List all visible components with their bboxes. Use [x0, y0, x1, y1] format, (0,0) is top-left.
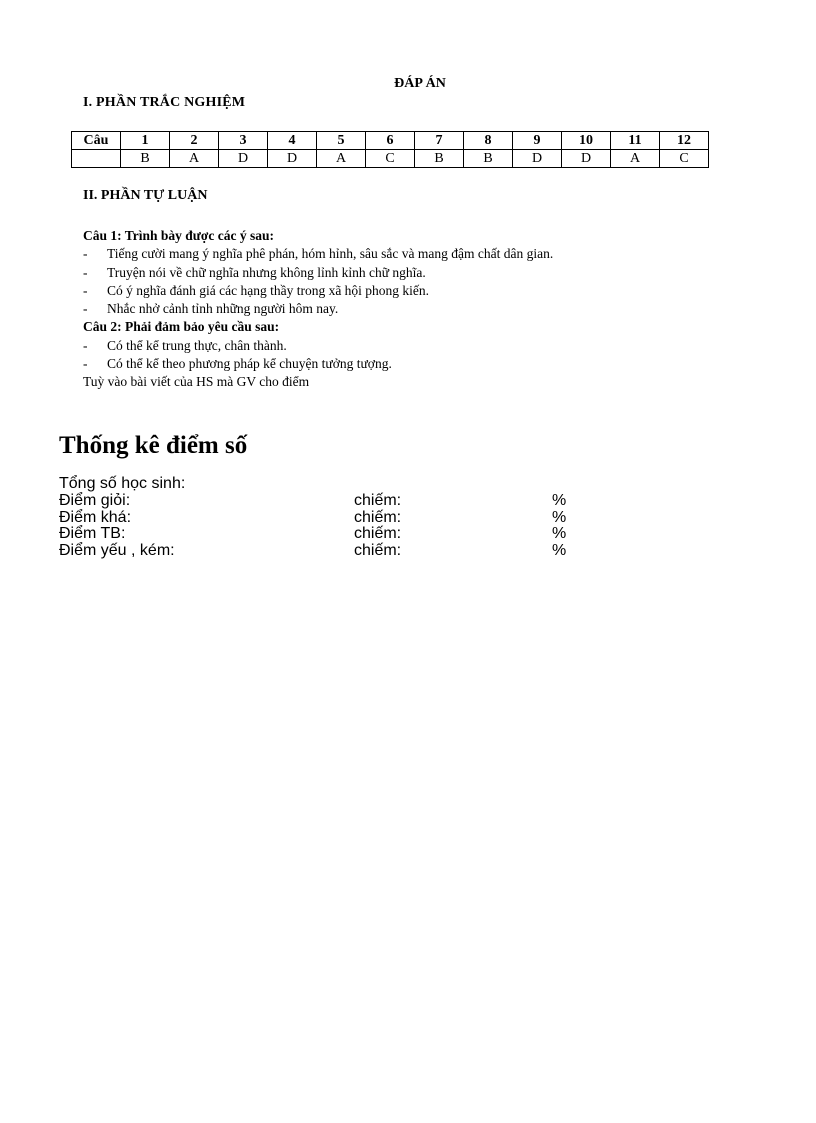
- stats-row: [59, 510, 659, 527]
- stats-block: [59, 476, 659, 560]
- empty-cell: [72, 150, 121, 168]
- stats-row-percent: %: [552, 542, 567, 560]
- list-item-text: Có thể kể theo phương pháp kể chuyện tưởng tượng.: [107, 356, 392, 372]
- stats-title: Thống kê điểm số: [59, 432, 248, 459]
- stats-row-label: Điểm giỏi:: [59, 491, 131, 509]
- total-students-label: Tổng số học sinh:: [59, 475, 186, 492]
- answer-cell: B: [415, 150, 464, 168]
- bullet-dash: -: [83, 337, 88, 353]
- list-item: [83, 355, 743, 373]
- answer-cell: C: [366, 150, 415, 168]
- list-item-text: Truyện nói về chữ nghĩa nhưng không lỉnh kỉnh chữ nghĩa.: [107, 264, 426, 280]
- section-essay-title: II. PHẦN TỰ LUẬN: [83, 188, 208, 203]
- question-number-cell: 3: [219, 132, 268, 150]
- bullet-dash: -: [83, 246, 88, 262]
- list-item-text: Có ý nghĩa đánh giá các hạng thầy trong xã hội phong kiến.: [107, 282, 430, 298]
- stats-row-label: Điểm khá:: [59, 508, 132, 526]
- list-item: [83, 337, 743, 355]
- list-item: [83, 282, 743, 300]
- question-number-cell: 11: [611, 132, 660, 150]
- stats-row: [59, 493, 659, 510]
- answer-key-title: ĐÁP ÁN: [394, 76, 446, 91]
- answer-cell: D: [513, 150, 562, 168]
- list-item-text: Nhắc nhở cảnh tỉnh những người hôm nay.: [107, 301, 339, 317]
- question-number-cell: 1: [121, 132, 170, 150]
- answer-cell: D: [268, 150, 317, 168]
- stats-row-share-label: chiếm:: [354, 508, 402, 526]
- stats-row-label: Điểm TB:: [59, 525, 126, 543]
- stats-row: [59, 543, 659, 560]
- stats-total-row: [59, 476, 659, 493]
- question-label-cell: Câu: [72, 132, 121, 150]
- bullet-dash: -: [83, 301, 88, 317]
- answer-cell: A: [317, 150, 366, 168]
- question-number-cell: 12: [660, 132, 709, 150]
- question-number-cell: 6: [366, 132, 415, 150]
- list-item-text: Tiếng cười mang ý nghĩa phê phán, hóm hỉnh, sâu sắc và mang đậm chất dân gian.: [107, 246, 554, 262]
- stats-row-share-label: chiếm:: [354, 542, 402, 560]
- stats-row-label: Điểm yếu , kém:: [59, 542, 175, 560]
- answer-cell: A: [611, 150, 660, 168]
- bullet-dash: -: [83, 282, 88, 298]
- question-1-heading: Câu 1: Trình bày được các ý sau:: [83, 228, 274, 243]
- essay-answers: [83, 227, 743, 392]
- answer-cell: B: [464, 150, 513, 168]
- grading-note: Tuỳ vào bài viết của HS mà GV cho điểm: [83, 374, 310, 390]
- answer-cell: A: [170, 150, 219, 168]
- question-number-cell: 7: [415, 132, 464, 150]
- answer-cell: C: [660, 150, 709, 168]
- stats-row-share-label: chiếm:: [354, 491, 402, 509]
- bullet-dash: -: [83, 264, 88, 280]
- stats-row-percent: %: [552, 491, 567, 509]
- answer-cell: D: [219, 150, 268, 168]
- question-number-cell: 8: [464, 132, 513, 150]
- list-item: [83, 300, 743, 318]
- question-2-heading: Câu 2: Phải đảm bảo yêu cầu sau:: [83, 319, 280, 335]
- answer-table-answer-row: [72, 150, 709, 168]
- list-item-text: Có thể kể trung thực, chân thành.: [107, 337, 287, 353]
- list-item: [83, 264, 743, 282]
- question-number-cell: 10: [562, 132, 611, 150]
- bullet-dash: -: [83, 356, 88, 372]
- list-item: [83, 245, 743, 263]
- section-multiple-choice-title: I. PHẦN TRẮC NGHIỆM: [83, 95, 246, 110]
- question-number-cell: 4: [268, 132, 317, 150]
- stats-row-share-label: chiếm:: [354, 525, 402, 543]
- question-number-cell: 9: [513, 132, 562, 150]
- answer-cell: D: [562, 150, 611, 168]
- answer-cell: B: [121, 150, 170, 168]
- stats-row-percent: %: [552, 525, 567, 543]
- answer-table-header-row: [72, 132, 709, 150]
- question-number-cell: 5: [317, 132, 366, 150]
- stats-row: [59, 526, 659, 543]
- stats-row-percent: %: [552, 508, 567, 526]
- answer-table: [71, 131, 709, 168]
- question-number-cell: 2: [170, 132, 219, 150]
